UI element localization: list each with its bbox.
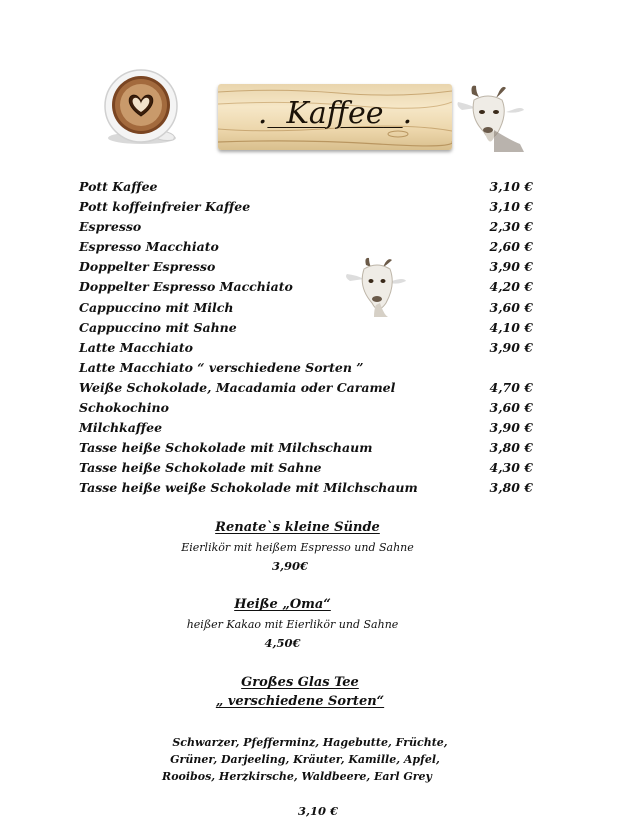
special-subtitle: „ verschiedene Sorten“ [215,694,385,709]
item-name: Cappuccino mit Milch [79,299,234,315]
item-price: 3,90 € [489,339,533,355]
special-price: 3,90€ [271,559,308,573]
item-price: 3,60 € [489,299,533,315]
item-price: 4,30 € [489,460,533,476]
tea-varieties-line: Schwarzer, Pfefferminz, Hagebutte, Früchte, [172,736,448,749]
tea-price: 3,10 € [298,804,339,818]
item-name: Espresso Macchiato [79,239,219,255]
item-name: Espresso [79,219,142,235]
item-price: 3,80 € [489,480,533,496]
item-name: Milchkaffee [79,420,163,436]
item-name: Tasse heiße Schokolade mit Milchschaum [79,440,373,456]
item-price: 4,70 € [489,379,533,395]
menu-item [79,418,539,438]
item-name: Pott koffeinfreier Kaffee [79,199,251,215]
coffee-cup-image [101,68,183,146]
item-price: 4,20 € [489,279,533,295]
item-name: Tasse heiße Schokolade mit Sahne [79,460,322,476]
item-name: Cappuccino mit Sahne [79,319,237,335]
special-title: Großes Glas Tee [241,675,359,690]
goat-image [454,84,526,152]
item-price: 3,10 € [489,199,533,215]
tea-varieties-line: Rooibos, Herzkirsche, Waldbeere, Earl Grey [162,770,432,783]
special-description: heißer Kakao mit Eierlikör und Sahne [186,618,399,631]
tea-varieties-line: Grüner, Darjeeling, Kräuter, Kamille, Apfel, [170,753,440,766]
special-description: Eierlikör mit heißem Espresso und Sahne [181,541,414,554]
item-price: 4,10 € [489,319,533,335]
special-tea [0,675,625,709]
menu-item [79,318,539,338]
menu-item [79,197,539,217]
item-name: Doppelter Espresso Macchiato [79,279,293,295]
menu-item [79,378,539,398]
menu-item [79,237,539,257]
menu-item [79,338,539,358]
page-title: . Kaffee . [257,96,413,131]
item-price: 3,90 € [489,259,533,275]
item-price: 3,60 € [489,400,533,416]
menu-item [79,438,539,458]
menu-item [79,398,539,418]
item-price: 2,60 € [489,239,533,255]
coffee-menu-list [79,177,539,499]
special-title: Renate`s kleine Sünde [215,520,380,535]
menu-item [79,217,539,237]
item-name: Schokochino [79,400,169,416]
item-name: Weiße Schokolade, Macadamia oder Caramel [79,379,396,395]
item-name: Doppelter Espresso [79,259,216,275]
menu-item [79,298,539,318]
title-board [218,84,452,150]
menu-item [79,358,539,378]
item-price: 3,80 € [489,440,533,456]
menu-item [79,257,539,277]
item-price: 2,30 € [489,219,533,235]
item-price: 3,90 € [489,420,533,436]
special-renate [0,520,625,573]
menu-item [79,177,539,197]
item-price: 3,10 € [489,179,533,194]
special-oma [0,597,625,650]
item-name: Latte Macchiato “ verschiedene Sorten ” [79,359,364,375]
special-title: Heiße „Oma“ [234,597,331,612]
item-name: Latte Macchiato [79,339,193,355]
menu-item [79,458,539,478]
item-name: Tasse heiße weiße Schokolade mit Milchschaum [79,480,418,496]
item-name: Pott Kaffee [79,179,158,194]
special-price: 4,50€ [264,636,301,650]
menu-item [79,277,539,297]
menu-item [79,478,539,498]
